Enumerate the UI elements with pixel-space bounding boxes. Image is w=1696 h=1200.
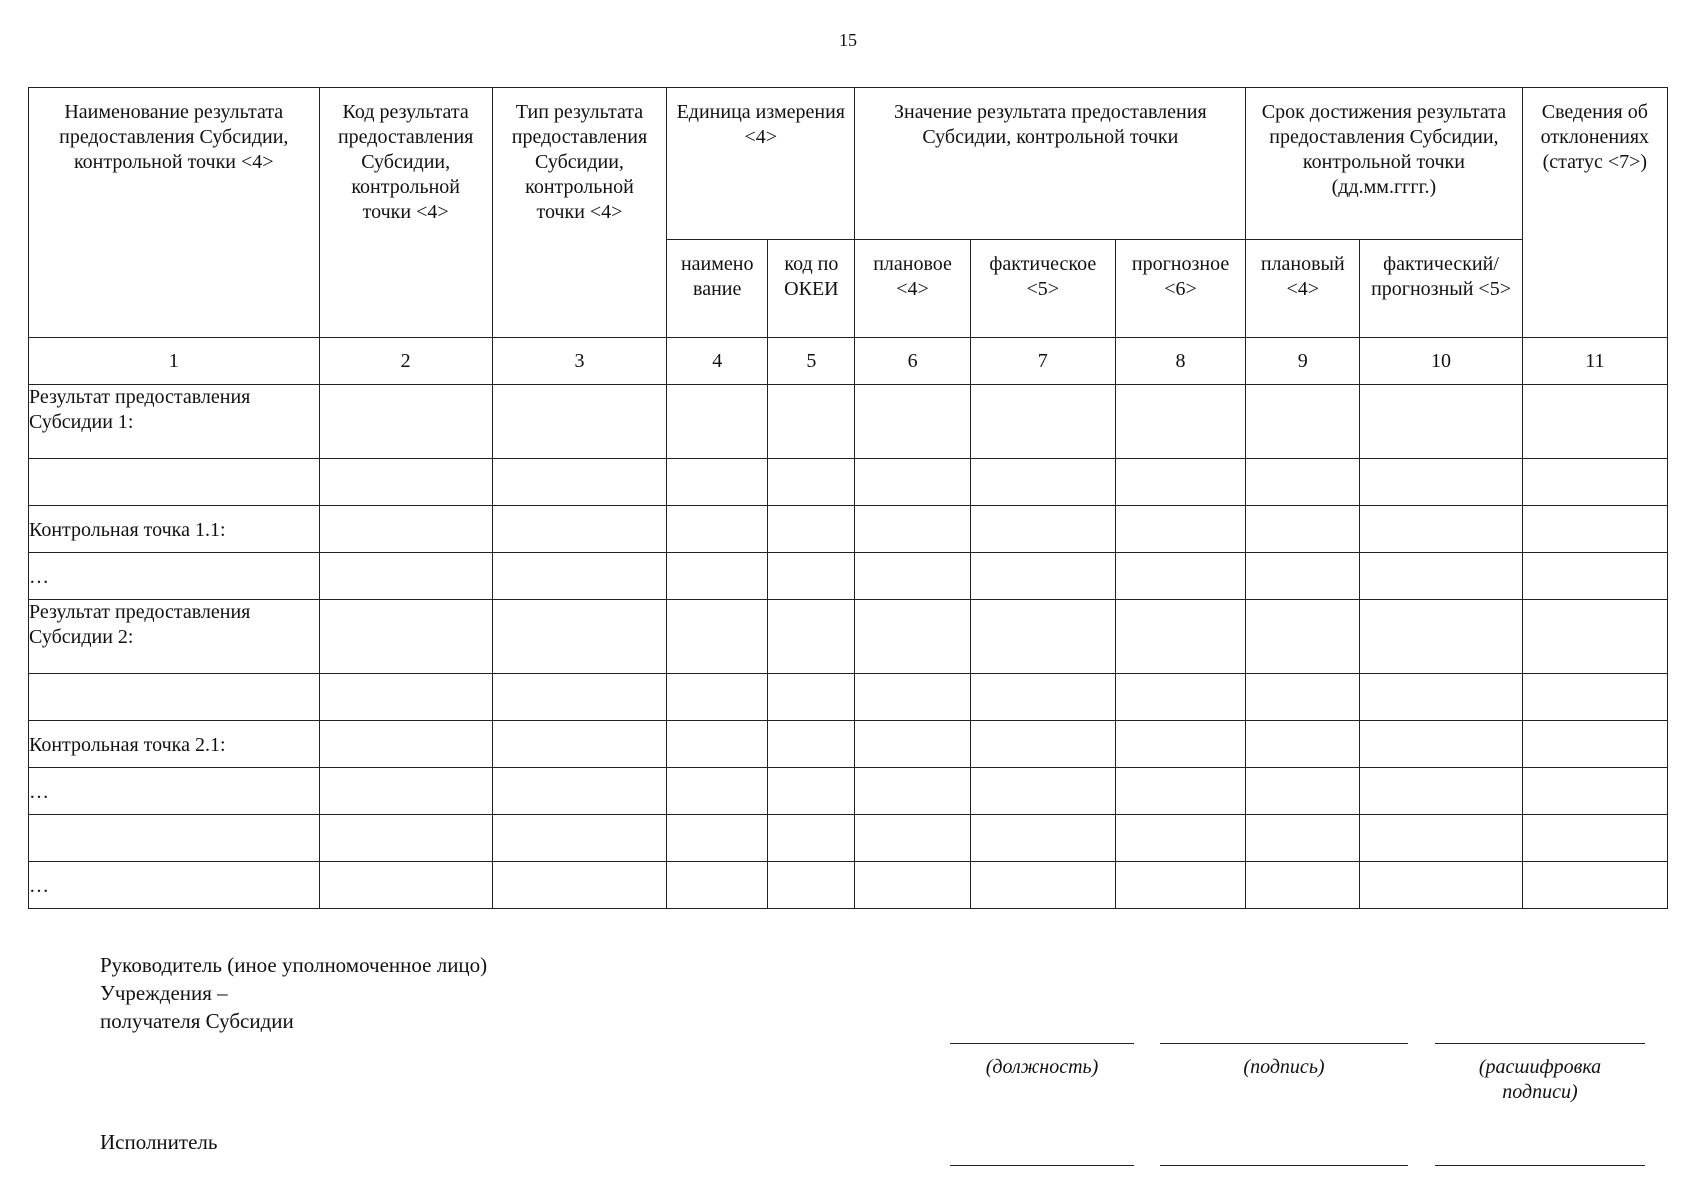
row-name — [29, 815, 320, 862]
table-cell — [1360, 553, 1522, 600]
table-row — [29, 674, 1668, 721]
column-number: 9 — [1246, 338, 1360, 385]
table-cell — [1115, 385, 1245, 459]
table-cell — [1115, 553, 1245, 600]
table-cell — [492, 815, 666, 862]
table-cell — [1246, 768, 1360, 815]
table-cell — [970, 506, 1115, 553]
head-label-line: Учреждения – — [100, 981, 228, 1005]
executor-label: Исполнитель — [100, 1130, 218, 1154]
table-cell — [1246, 862, 1360, 909]
table-row — [29, 506, 1668, 553]
row-name — [29, 459, 320, 506]
table-cell — [1522, 721, 1667, 768]
results-table — [28, 87, 1668, 909]
table-row — [29, 862, 1668, 909]
table-cell — [319, 506, 492, 553]
header-unit-okei: код по ОКЕИ — [768, 240, 855, 338]
table-cell — [1115, 506, 1245, 553]
table-row — [29, 815, 1668, 862]
signature-line — [1160, 1043, 1408, 1044]
table-cell — [768, 600, 855, 674]
signature-caption: (подпись) — [1243, 1056, 1325, 1078]
column-number: 10 — [1360, 338, 1522, 385]
table-cell — [1360, 385, 1522, 459]
column-number: 6 — [855, 338, 970, 385]
header-type: Тип результата предоставления Субсидии, контрольной точки <4> — [492, 88, 666, 338]
table-cell — [1522, 385, 1667, 459]
table-cell — [855, 862, 970, 909]
table-cell — [1522, 459, 1667, 506]
row-name: Контрольная точка 1.1: — [29, 506, 320, 553]
table-cell — [768, 768, 855, 815]
table-cell — [970, 553, 1115, 600]
table-row — [29, 553, 1668, 600]
table-cell — [319, 674, 492, 721]
header-term-plan: плановый <4> — [1246, 240, 1360, 338]
table-cell — [768, 862, 855, 909]
table-cell — [492, 721, 666, 768]
table-cell — [1246, 600, 1360, 674]
table-cell — [667, 385, 768, 459]
table-cell — [1115, 600, 1245, 674]
table-cell — [855, 385, 970, 459]
table-cell — [1246, 459, 1360, 506]
column-number: 4 — [667, 338, 768, 385]
table-cell — [768, 815, 855, 862]
head-label-line: получателя Субсидии — [100, 1009, 294, 1033]
table-cell — [1522, 674, 1667, 721]
header-deviation: Сведения об отклонениях (статус <7>) — [1522, 88, 1667, 338]
table-cell — [855, 553, 970, 600]
table-cell — [492, 553, 666, 600]
table-cell — [970, 721, 1115, 768]
table-cell — [970, 862, 1115, 909]
table-cell — [855, 600, 970, 674]
table-cell — [970, 459, 1115, 506]
table-cell — [667, 459, 768, 506]
table-cell — [1360, 815, 1522, 862]
table-cell — [319, 862, 492, 909]
table-row — [29, 721, 1668, 768]
table-cell — [970, 768, 1115, 815]
table-cell — [667, 674, 768, 721]
header-term-fact: фактический/ прогнозный <5> — [1360, 240, 1522, 338]
table-cell — [970, 600, 1115, 674]
table-cell — [768, 506, 855, 553]
header-unit: Единица измерения <4> — [667, 88, 855, 240]
row-name: Результат предоставления Субсидии 2: — [29, 600, 320, 674]
table-cell — [667, 815, 768, 862]
header-name: Наименование результата предоставления Субсидии, контрольной точки <4> — [29, 88, 320, 338]
table-row — [29, 768, 1668, 815]
table-cell — [1360, 721, 1522, 768]
table-row — [29, 600, 1668, 674]
table-cell — [1115, 862, 1245, 909]
table-cell — [319, 815, 492, 862]
table-cell — [1522, 600, 1667, 674]
table-cell — [768, 553, 855, 600]
table-cell — [1360, 600, 1522, 674]
table-cell — [855, 459, 970, 506]
header-term: Срок достижения результата предоставления Субсидии, контрольной точки (дд.мм.гггг.) — [1246, 88, 1523, 240]
position-signature-line — [950, 1043, 1134, 1044]
table-cell — [1246, 506, 1360, 553]
column-number: 1 — [29, 338, 320, 385]
table-cell — [319, 600, 492, 674]
table-cell — [1115, 721, 1245, 768]
table-cell — [319, 768, 492, 815]
position-caption: (должность) — [985, 1056, 1099, 1078]
table-cell — [492, 459, 666, 506]
table-cell — [1246, 721, 1360, 768]
column-number: 7 — [970, 338, 1115, 385]
executor-position-line — [950, 1165, 1134, 1166]
table-cell — [1522, 506, 1667, 553]
table-cell — [492, 768, 666, 815]
table-cell — [319, 385, 492, 459]
header-value: Значение результата предоставления Субсидии, контрольной точки — [855, 88, 1246, 240]
row-name: Контрольная точка 2.1: — [29, 721, 320, 768]
table-cell — [319, 553, 492, 600]
executor-decoding-line — [1435, 1165, 1645, 1166]
table-cell — [768, 385, 855, 459]
table-cell — [492, 600, 666, 674]
row-name — [29, 674, 320, 721]
table-cell — [1360, 674, 1522, 721]
table-cell — [1360, 506, 1522, 553]
table-cell — [1115, 768, 1245, 815]
column-number: 3 — [492, 338, 666, 385]
table-cell — [1360, 768, 1522, 815]
table-row — [29, 459, 1668, 506]
table-cell — [1246, 815, 1360, 862]
table-cell — [1360, 459, 1522, 506]
column-number: 2 — [319, 338, 492, 385]
table-cell — [1522, 553, 1667, 600]
header-value-plan: плановое <4> — [855, 240, 970, 338]
row-name: … — [29, 862, 320, 909]
column-number: 8 — [1115, 338, 1245, 385]
table-cell — [667, 721, 768, 768]
table-cell — [1115, 674, 1245, 721]
header-value-forecast: прогнозное <6> — [1115, 240, 1245, 338]
table-cell — [1522, 768, 1667, 815]
table-row — [29, 385, 1668, 459]
table-cell — [319, 459, 492, 506]
page-number: 15 — [839, 30, 857, 50]
table-cell — [768, 721, 855, 768]
table-cell — [1522, 862, 1667, 909]
column-number: 11 — [1522, 338, 1667, 385]
table-cell — [492, 385, 666, 459]
table-cell — [492, 506, 666, 553]
table-cell — [1246, 385, 1360, 459]
table-cell — [667, 862, 768, 909]
table-cell — [855, 506, 970, 553]
table-cell — [492, 674, 666, 721]
table-cell — [855, 674, 970, 721]
table-cell — [1246, 553, 1360, 600]
table-cell — [1360, 862, 1522, 909]
row-name: … — [29, 553, 320, 600]
table-cell — [970, 385, 1115, 459]
header-code: Код результата предоставления Субсидии, контрольной точки <4> — [319, 88, 492, 338]
table-cell — [1115, 459, 1245, 506]
row-name: … — [29, 768, 320, 815]
table-cell — [667, 768, 768, 815]
table-cell — [667, 553, 768, 600]
executor-signature-line — [1160, 1165, 1408, 1166]
decoding-caption: (расшифровка подписи) — [1478, 1056, 1602, 1103]
table-cell — [855, 721, 970, 768]
table-cell — [855, 815, 970, 862]
table-cell — [970, 674, 1115, 721]
table-cell — [492, 862, 666, 909]
head-signature-label — [100, 951, 487, 1035]
column-numbers-row — [29, 338, 1668, 385]
column-number: 5 — [768, 338, 855, 385]
table-cell — [768, 459, 855, 506]
table-cell — [319, 721, 492, 768]
table-cell — [855, 768, 970, 815]
header-value-fact: фактическое <5> — [970, 240, 1115, 338]
header-unit-name: наимено вание — [667, 240, 768, 338]
head-label-line: Руководитель (иное уполномоченное лицо) — [100, 953, 488, 977]
table-cell — [667, 600, 768, 674]
table-cell — [1246, 674, 1360, 721]
table-cell — [1115, 815, 1245, 862]
table-cell — [768, 674, 855, 721]
table-cell — [970, 815, 1115, 862]
row-name: Результат предоставления Субсидии 1: — [29, 385, 320, 459]
table-cell — [667, 506, 768, 553]
table-cell — [1522, 815, 1667, 862]
decoding-signature-line — [1435, 1043, 1645, 1044]
